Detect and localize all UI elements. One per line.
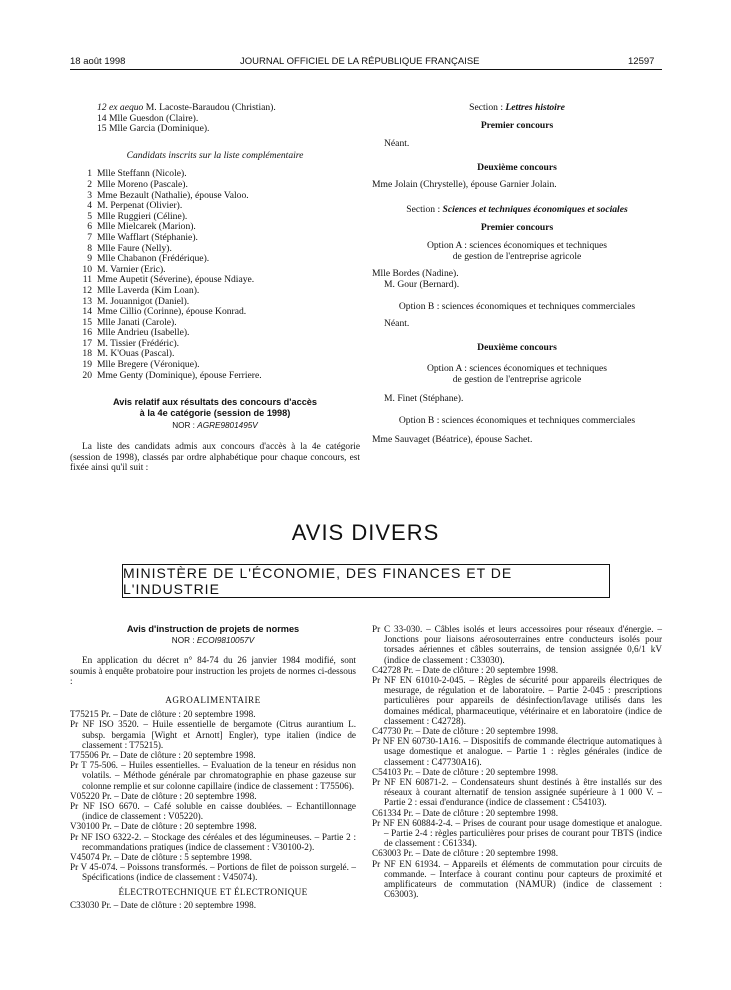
deuxieme-concours-heading: Deuxième concours <box>477 161 557 173</box>
list-item: 15 Mlle Janati (Carole). <box>82 316 177 328</box>
candidate-gour: M. Gour (Bernard). <box>384 278 460 290</box>
complementary-list <box>70 169 360 381</box>
norm-entry: V05220 Pr. – Date de clôture : 20 septembre 1998. <box>70 790 257 801</box>
list-item: 12 ex aequo M. Lacoste-Baraudou (Christian). <box>97 102 276 113</box>
list-item: 14 Mlle Guesdon (Claire). <box>97 112 199 124</box>
left-bottom-column <box>70 624 356 910</box>
norm-entry: C63003 Pr. – Date de clôture : 20 septembre 1998. <box>372 848 559 859</box>
list-item: 4 M. Perpenat (Olivier). <box>87 200 183 212</box>
norm-entry: Pr NF ISO 6322-2. – Stockage des céréales et des légumineuses. – Partie 2 : recommandations pratiques (indice de classement : V30100-2). <box>70 831 356 852</box>
list-item: 5 Mlle Ruggieri (Céline). <box>87 210 188 222</box>
ministry-title: MINISTÈRE DE L'ÉCONOMIE, DES FINANCES ET DE L'INDUSTRIE <box>123 565 513 597</box>
list-item: 6 Mlle Mielcarek (Marion). <box>87 221 196 233</box>
intro-paragraph: La liste des candidats admis aux concours d'accès à la 4e catégorie (session de 1998), classés par ordre alphabétique pour chaque concours, est fixée ainsi qu'il suit : <box>70 442 360 474</box>
option-a-line-1: Option A : sciences économiques et techniques <box>426 240 608 252</box>
candidate-jolain: Mme Jolain (Chrystelle), épouse Garnier Jolain. <box>372 179 557 191</box>
list-item: 8 Mlle Faure (Nelly). <box>87 242 172 254</box>
avis-title-line-2: à la 4e catégorie (session de 1998) <box>139 407 291 418</box>
option-a2-line-1: Option A : sciences économiques et techniques <box>426 363 608 375</box>
complementary-list-title: Candidats inscrits sur la liste complémentaire <box>126 149 304 161</box>
list-item: 14 Mme Cillio (Corinne), épouse Konrad. <box>82 306 247 318</box>
avis-title-line-1: Avis relatif aux résultats des concours d'accès <box>112 397 318 408</box>
agro-heading: AGROALIMENTAIRE <box>165 695 261 706</box>
right-bottom-column <box>372 624 662 899</box>
norm-entry: Pr V 45-074. – Poissons transformés. – Portions de filet de poisson surgelé. – Spécifications (indice de classement : V45074). <box>70 862 356 883</box>
normes-intro: En application du décret n° 84-74 du 26 janvier 1984 modifié, sont soumis à enquête probatoire pour instruction les projets de normes ci-dessous : <box>70 655 356 686</box>
option-a-line-2: de gestion de l'entreprise agricole <box>452 250 582 262</box>
issue-date: 18 août 1998 <box>70 56 126 67</box>
list-item: 7 Mlle Wafflart (Stéphanie). <box>87 231 198 243</box>
right-top-column <box>372 103 662 445</box>
candidate-bordes: Mlle Bordes (Nadine). <box>372 268 459 280</box>
list-item: 15 Mlle Garcia (Dominique). <box>97 123 210 135</box>
norm-entry: Pr NF EN 60730-1A16. – Dispositifs de commande électrique automatiques à usage domestique et analogue. – Partie 1 : règles générales (indice de classement : C47730A16). <box>372 736 662 767</box>
rank-list <box>70 103 360 135</box>
list-item: 17 M. Tissier (Frédéric). <box>82 337 180 349</box>
nor-reference-2: NOR : ECOI9810057V <box>171 636 255 646</box>
list-item: 18 M. K'Ouas (Pascal). <box>82 348 175 360</box>
journal-title: JOURNAL OFFICIEL DE LA RÉPUBLIQUE FRANÇAISE <box>240 56 480 67</box>
norm-entry: C47730 Pr. – Date de clôture : 20 septembre 1998. <box>372 726 559 737</box>
list-item: 2 Mlle Moreno (Pascale). <box>87 178 188 190</box>
list-item: 13 M. Jouannigot (Daniel). <box>82 295 190 307</box>
norm-entry: T75215 Pr. – Date de clôture : 20 septembre 1998. <box>70 709 256 720</box>
norm-entry: V30100 Pr. – Date de clôture : 20 septembre 1998. <box>70 821 257 832</box>
norm-entry: Pr NF EN 61010-2-045. – Règles de sécurité pour appareils électriques de mesurage, de régulation et de laboratoire. – Partie 2-045 : prescriptions particulières pour appareils de désinfection/lavage utilisés dans les domaines médical, pharmaceutique, vétérinaire et en laboratoire (indice de classement : C42728). <box>372 675 662 726</box>
premier-concours-heading: Premier concours <box>480 119 554 131</box>
norm-entry: C61334 Pr. – Date de clôture : 20 septembre 1998. <box>372 807 559 818</box>
header-rule <box>70 69 662 70</box>
norm-entry: Pr NF ISO 3520. – Huile essentielle de bergamote (Citrus aurantium L. subsp. bergamia [Wight et Arnott] Engler), type italien (indice de classement : T75215). <box>70 719 356 750</box>
list-item: 12 Mlle Laverda (Kim Loan). <box>82 284 200 296</box>
deuxieme-concours-heading-2: Deuxième concours <box>477 341 557 353</box>
section-sciences-techniques: Section : Sciences et techniques économiques et sociales <box>406 203 628 215</box>
norm-entry: Pr NF EN 60871-2. – Condensateurs shunt destinés à être installés sur des réseaux à courant alternatif de tension assignée supérieure à 1 000 V. – Partie 2 : essai d'endurance (indice de classement : C54103). <box>372 777 662 808</box>
norm-entry: Pr C 33-030. – Câbles isolés et leurs accessoires pour réseaux d'énergie. – Jonctions pour liaisons aérosouterraines entre conducteurs isolés pour torsades aériennes et câbles souterrains, de tension assignée 0,6/1 kV (indice de classement : C33030). <box>372 624 662 665</box>
normes-title: Avis d'instruction de projets de normes <box>126 624 300 634</box>
list-item: 19 Mlle Bregere (Véronique). <box>82 359 200 371</box>
norm-entry: T75506 Pr. – Date de clôture : 20 septembre 1998. <box>70 750 256 761</box>
left-top-column <box>70 103 360 474</box>
norm-entry: C33030 Pr. – Date de clôture : 20 septembre 1998. <box>70 899 257 910</box>
norm-entry: Pr NF ISO 6670. – Café soluble en caisse doublées. – Echantillonnage (indice de classement : V05220). <box>70 801 356 822</box>
list-item: 3 Mme Bezault (Nathalie), épouse Valoo. <box>87 189 249 201</box>
norm-entry: C54103 Pr. – Date de clôture : 20 septembre 1998. <box>372 766 559 777</box>
option-b-text-2: Option B : sciences économiques et techniques commerciales <box>398 415 636 427</box>
premier-concours-heading-2: Premier concours <box>480 221 554 233</box>
list-item: 16 Mlle Andrieu (Isabelle). <box>82 327 190 339</box>
list-item: 11 Mme Aupetit (Séverine), épouse Ndiaye. <box>82 274 255 286</box>
nor-reference: NOR : AGRE9801495V <box>172 421 258 431</box>
option-b-text: Option B : sciences économiques et techniques commerciales <box>398 300 636 312</box>
norm-entry: C42728 Pr. – Date de clôture : 20 septembre 1998. <box>372 664 559 675</box>
section-lettres-histoire: Section : Lettres histoire <box>469 102 565 113</box>
neant-text: Néant. <box>384 138 410 150</box>
avis-divers-heading: AVIS DIVERS <box>291 520 440 545</box>
page-number: 12597 <box>628 56 655 67</box>
candidate-sauvaget: Mme Sauvaget (Béatrice), épouse Sachet. <box>372 433 533 445</box>
norm-entry: V45074 Pr. – Date de clôture : 5 septembre 1998. <box>70 852 252 863</box>
neant-text-2: Néant. <box>384 318 410 330</box>
norm-entry: Pr NF EN 61934. – Appareils et éléments de commutation pour circuits de commande. – Interface à courant continu pour capteurs de proximité et amplificateurs de commutation (NAMUR) (indice de classement : C63003). <box>372 858 662 900</box>
list-item: 9 Mlle Chabanon (Frédérique). <box>87 253 210 265</box>
ministry-banner <box>122 564 610 598</box>
elec-heading: ÉLECTROTECHNIQUE ET ÉLECTRONIQUE <box>118 886 308 897</box>
list-item: 10 M. Varnier (Eric). <box>82 263 166 275</box>
option-a2-line-2: de gestion de l'entreprise agricole <box>452 373 582 385</box>
candidate-finet: M. Finet (Stéphane). <box>384 392 464 404</box>
norm-entry: Pr T 75-506. – Huiles essentielles. – Evaluation de la teneur en résidus non volatils. – Méthode générale par chromatographie en phase gazeuse sur colonne remplie et sur colonne capillaire (indice de classement : T75506). <box>70 760 356 791</box>
list-item: 1 Mlle Steffann (Nicole). <box>87 168 187 180</box>
norm-entry: Pr NF EN 60884-2-4. – Prises de courant pour usage domestique et analogue. – Partie 2-4 : règles particulières pour prises de courant pour TBTS (indice de classement : C61334). <box>372 817 662 849</box>
list-item: 20 Mme Genty (Dominique), épouse Ferriere. <box>82 369 262 381</box>
